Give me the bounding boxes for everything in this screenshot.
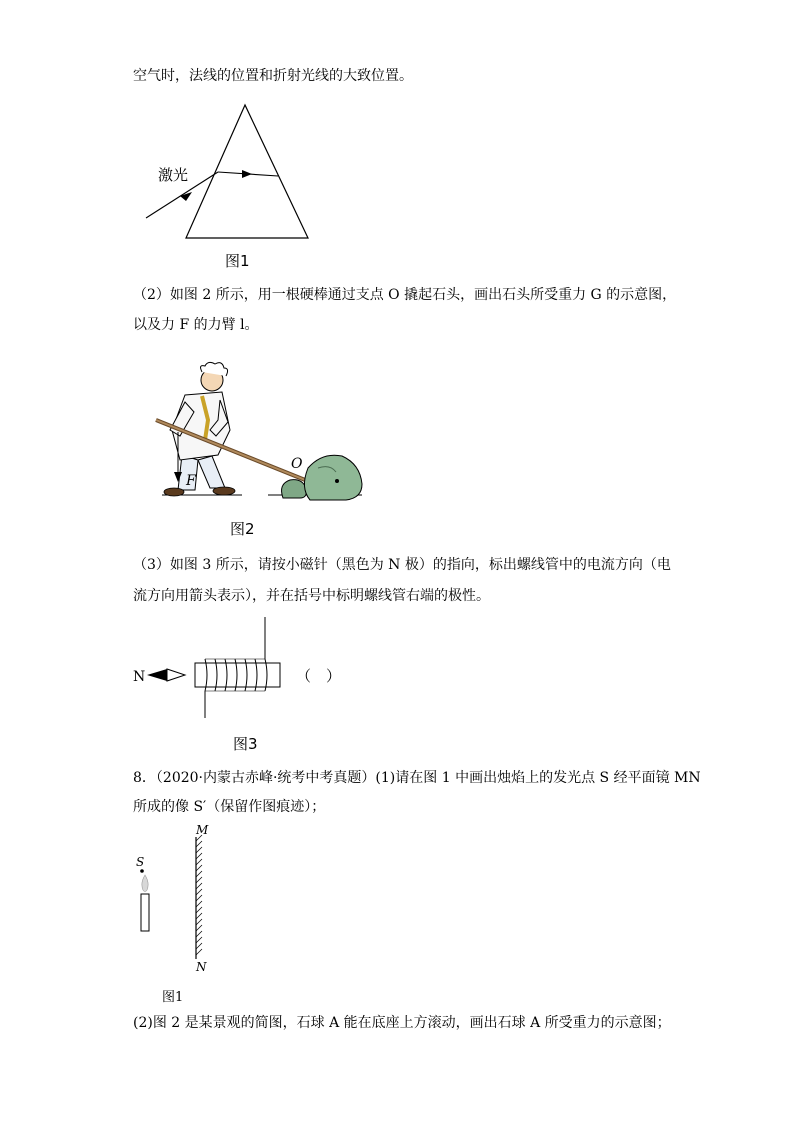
- q2-line2: 以及力 F 的力臂 l。: [133, 317, 259, 333]
- force-f-label: F: [186, 473, 196, 489]
- solenoid-figure: [145, 615, 295, 720]
- needle-north: [147, 669, 167, 681]
- polarity-bracket: （ ）: [296, 667, 342, 685]
- fig4-caption: 图1: [162, 990, 184, 1005]
- point-s: [140, 869, 144, 873]
- pivot-stone: [282, 480, 307, 498]
- point-s-label: S: [136, 855, 145, 869]
- refracted-arrow-icon: [242, 170, 252, 178]
- prism: [186, 105, 308, 238]
- mirror-hatching: [196, 835, 202, 955]
- q3-line2: 流方向用箭头表示），并在括号中标明螺线管右端的极性。: [133, 588, 490, 604]
- mirror-figure: [130, 835, 230, 975]
- laser-label: 激光: [158, 166, 189, 184]
- fig1-caption: 图1: [225, 252, 250, 270]
- q8-line1: 8．（2020·内蒙古赤峰·统考中考真题）(1)请在图 1 中画出烛焰上的发光点 S 经平面镜 MN: [133, 770, 701, 786]
- rock-center-dot: [335, 479, 339, 483]
- mirror-n-label: N: [196, 960, 207, 974]
- lever-figure: [150, 360, 370, 510]
- fig3-caption: 图3: [233, 735, 258, 753]
- q2-line1: （2）如图 2 所示，用一根硬棒通过支点 O 撬起石头，画出石头所受重力 G 的示意图，: [133, 287, 677, 303]
- pivot-o-label: O: [291, 456, 303, 472]
- fig2-caption: 图2: [230, 520, 255, 538]
- mirror-m-label: M: [196, 823, 209, 837]
- needle-n-label: N: [133, 669, 146, 685]
- q8-part2-text: (2)图 2 是某景观的简图，石球 A 能在底座上方滚动，画出石球 A 所受重力的示意图；: [133, 1015, 671, 1031]
- incident-arrow-icon: [180, 192, 192, 201]
- needle-south: [167, 669, 185, 681]
- q3-line1: （3）如图 3 所示，请按小磁针（黑色为 N 极）的指向，标出螺线管中的电流方向（电: [133, 557, 671, 573]
- intro-text: 空气时，法线的位置和折射光线的大致位置。: [133, 68, 413, 84]
- candle-flame: [142, 875, 148, 892]
- q8-line2: 所成的像 S′（保留作图痕迹）；: [133, 799, 326, 815]
- rock: [304, 455, 362, 500]
- candle: [141, 894, 149, 931]
